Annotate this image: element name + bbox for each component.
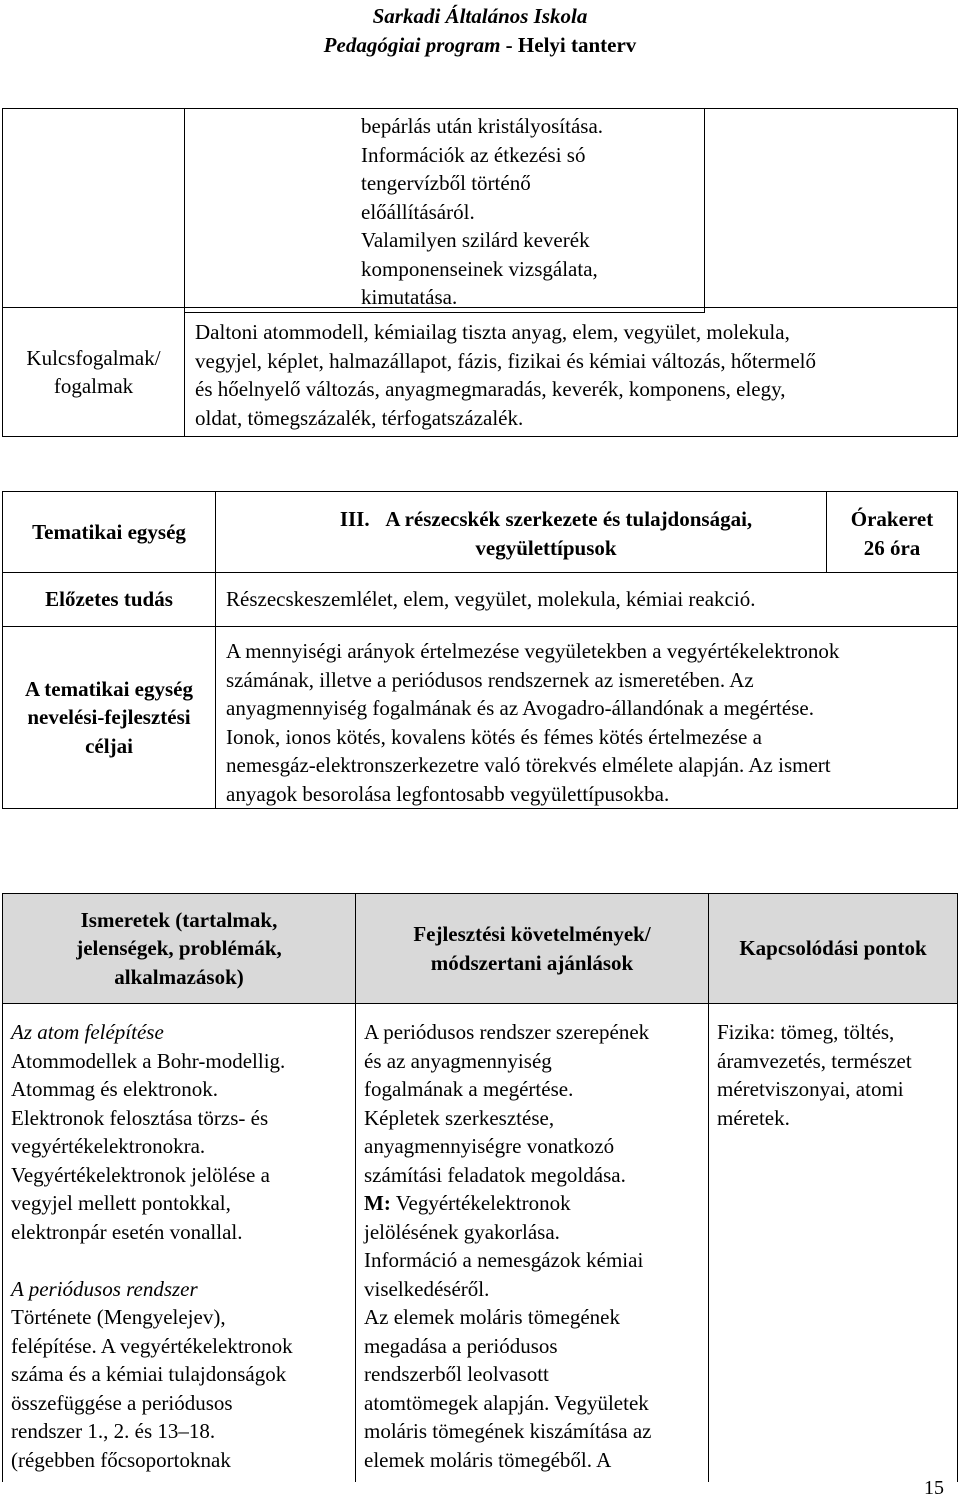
program-title-a: Pedagógiai program xyxy=(323,33,501,57)
fejlesztesi-line-text: fogalmának a megértése. xyxy=(364,1077,574,1101)
continued-mid-cell xyxy=(185,109,705,313)
ismeretek-line xyxy=(11,1246,355,1275)
celok-text xyxy=(226,637,949,808)
ismeretek-cell xyxy=(3,1004,356,1482)
kulcs-label-line: Kulcsfogalmak/ xyxy=(26,345,161,370)
kulcs-label-cell xyxy=(3,308,185,437)
kulcs-label xyxy=(3,344,184,401)
fejlesztesi-line-text: Képletek szerkesztése, xyxy=(364,1105,555,1130)
continued-line: kimutatása. xyxy=(361,285,458,309)
elozetes-text-cell xyxy=(216,573,958,627)
fejlesztesi-line-text: Információ a nemesgázok kémiai xyxy=(364,1248,644,1272)
fejlesztesi-line-text: atomtömegek alapján. Vegyületek xyxy=(364,1390,649,1415)
fejlesztesi-line-text: moláris tömegének kiszámítása az xyxy=(364,1419,652,1443)
ismeretek-line: vegyértékelektronokra. xyxy=(11,1134,206,1158)
fejlesztesi-header-line: módszertani ajánlások xyxy=(430,950,634,975)
ismeretek-subheading: A periódusos rendszer xyxy=(11,1276,198,1301)
celok-line: A mennyiségi arányok értelmezése vegyületekben a vegyértékelektronok xyxy=(226,639,840,663)
fejlesztesi-line xyxy=(364,1218,708,1247)
continued-text xyxy=(361,109,704,312)
kulcs-text xyxy=(195,318,949,432)
continued-line: tengervízből történő xyxy=(361,171,531,195)
unit-table xyxy=(2,491,958,809)
ismeretek-line: (régebben főcsoportoknak xyxy=(11,1447,231,1472)
fejlesztesi-line-text: Az elemek moláris tömegének xyxy=(364,1305,620,1329)
kulcs-label-line: fogalmak xyxy=(53,374,134,398)
ismeretek-line: Elektronok felosztása törzs- és xyxy=(11,1105,269,1130)
fejlesztesi-line xyxy=(364,1332,708,1361)
ismeretek-line: Atommodellek a Bohr-modellig. xyxy=(11,1048,286,1073)
ismeretek-line: Története (Mengyelejev), xyxy=(11,1305,226,1329)
kapcsolodasi-text xyxy=(717,1018,957,1132)
tematikai-label-cell xyxy=(3,492,216,573)
fejlesztesi-line-text: elemek moláris tömegéből. A xyxy=(364,1447,612,1472)
unit-title-line-1: A részecskék szerkezete és tulajdonságai, xyxy=(385,507,753,531)
program-title-b: Helyi tanterv xyxy=(517,33,637,57)
ismeretek-line: Vegyértékelektronok jelölése a xyxy=(11,1162,270,1187)
celok-label-line: nevelési-fejlesztési xyxy=(27,705,191,730)
ismeretek-subheading: Az atom felépítése xyxy=(11,1020,164,1044)
document-header xyxy=(0,2,960,31)
unit-title-line-2: vegyülettípusok xyxy=(475,535,617,560)
fejlesztesi-line xyxy=(364,1446,708,1475)
ismeretek-text xyxy=(11,1018,355,1474)
kulcs-table xyxy=(2,307,958,437)
continued-line: előállításáról. xyxy=(361,199,475,224)
kulcs-line: Daltoni atommodell, kémiailag tiszta anyag, elem, vegyület, molekula, xyxy=(195,320,790,344)
celok-line: Ionok, ionos kötés, kovalens kötés és fémes kötés értelmezése a xyxy=(226,724,762,749)
celok-label-line: céljai xyxy=(85,733,133,758)
unit-number: III. xyxy=(339,507,370,531)
fejlesztesi-cell xyxy=(356,1004,709,1482)
fejlesztesi-header-line: Fejlesztési követelmények/ xyxy=(413,922,651,946)
kapcsolodasi-cell xyxy=(709,1004,958,1482)
celok-label-cell xyxy=(3,627,216,809)
fejlesztesi-line xyxy=(364,1161,708,1190)
ismeretek-line: felépítése. A vegyértékelektronok xyxy=(11,1333,293,1358)
kulcs-line: és hőelnyelő változás, anyagmegmaradás, keverék, komponens, elegy, xyxy=(195,377,786,401)
continued-line: bepárlás után kristályosítása. xyxy=(361,114,604,138)
fejlesztesi-line-text: megadása a periódusos xyxy=(364,1333,558,1358)
celok-line: anyagmennyiség fogalmának és az Avogadro-állandónak a megértése. xyxy=(226,696,814,720)
unit-title-cell xyxy=(216,492,827,573)
continued-line: Információk az étkezési só xyxy=(361,142,586,167)
ismeretek-header-cell xyxy=(3,894,356,1004)
fejlesztesi-line xyxy=(364,1018,708,1047)
kulcs-line: vegyjel, képlet, halmazállapot, fázis, fizikai és kémiai változás, hőtermelő xyxy=(195,348,817,373)
unit-title xyxy=(216,505,826,534)
top-table-right-blank xyxy=(704,108,958,308)
fejlesztesi-line xyxy=(364,1132,708,1161)
fejlesztesi-line-text: anyagmennyiségre vonatkozó xyxy=(364,1134,615,1158)
celok-label-line: A tematikai egység xyxy=(25,676,193,701)
fejlesztesi-line-text: jelölésének gyakorlása. xyxy=(364,1219,560,1244)
fejlesztesi-line-text: számítási feladatok megoldása. xyxy=(364,1162,626,1187)
fejlesztesi-line-text: és az anyagmennyiség xyxy=(364,1048,552,1073)
fejlesztesi-header xyxy=(356,920,708,977)
fejlesztesi-header-cell xyxy=(356,894,709,1004)
fejlesztesi-line xyxy=(364,1275,708,1304)
ismeretek-header-line: Ismeretek (tartalmak, xyxy=(80,907,278,932)
kapcsolodasi-header xyxy=(709,934,957,963)
orakeret-value: 26 óra xyxy=(863,535,921,560)
ismeretek-header xyxy=(3,906,355,992)
ismeretek-header-line: alkalmazások) xyxy=(114,964,244,989)
program-title: Pedagógiai program - Helyi tanterv xyxy=(323,33,637,57)
kapcsolodasi-header-cell xyxy=(709,894,958,1004)
school-name: Sarkadi Általános Iskola xyxy=(372,4,588,28)
elozetes-label-cell xyxy=(3,573,216,627)
ismeretek-line: száma és a kémiai tulajdonságok xyxy=(11,1362,287,1386)
kulcs-line: oldat, tömegszázalék, térfogatszázalék. xyxy=(195,405,524,430)
kapcsolodasi-line: Fizika: tömeg, töltés, xyxy=(717,1020,895,1044)
fejlesztesi-line-text: Vegyértékelektronok xyxy=(390,1191,571,1215)
celok-text-cell xyxy=(216,627,958,809)
fejlesztesi-line xyxy=(364,1360,708,1389)
continued-left-cell xyxy=(3,109,185,313)
orakeret-cell xyxy=(827,492,958,573)
fejlesztesi-line xyxy=(364,1047,708,1076)
fejlesztesi-text xyxy=(364,1018,708,1474)
fejlesztesi-line xyxy=(364,1189,708,1218)
fejlesztesi-line xyxy=(364,1417,708,1446)
ismeretek-line: Atommag és elektronok. xyxy=(11,1077,219,1101)
fejlesztesi-line xyxy=(364,1303,708,1332)
fejlesztesi-line xyxy=(364,1075,708,1104)
continued-line: Valamilyen szilárd keverék xyxy=(361,228,590,252)
celok-label xyxy=(3,675,215,761)
ismeretek-header-line: jelenségek, problémák, xyxy=(76,936,282,961)
orakeret-label: Órakeret xyxy=(850,507,934,531)
celok-line: számának, illetve a periódusos rendszernek az ismeretében. Az xyxy=(226,667,754,692)
elozetes-text: Részecskeszemlélet, elem, vegyület, molekula, kémiai reakció. xyxy=(226,587,756,612)
ismeretek-line: összefüggése a periódusos xyxy=(11,1390,233,1415)
elozetes-label: Előzetes tudás xyxy=(45,587,173,612)
fejlesztesi-line xyxy=(364,1389,708,1418)
fejlesztesi-line-text: rendszerből leolvasott xyxy=(364,1362,549,1386)
kulcs-text-cell xyxy=(185,308,958,437)
continued-line: komponenseinek vizsgálata, xyxy=(361,256,598,281)
content-table xyxy=(2,893,958,1482)
kapcsolodasi-line: méretviszonyai, atomi xyxy=(717,1077,904,1101)
kapcsolodasi-line: áramvezetés, természet xyxy=(717,1048,912,1073)
page-number: 15 xyxy=(924,1477,944,1499)
kapcsolodasi-line: méretek. xyxy=(717,1105,790,1130)
fejlesztesi-bold-prefix: M: xyxy=(364,1191,391,1215)
celok-line: nemesgáz-elektronszerkezetre való törekvés elmélete alapján. Az ismert xyxy=(226,753,831,777)
kapcsolodasi-header-line: Kapcsolódási pontok xyxy=(739,936,927,961)
celok-line: anyagok besorolása legfontosabb vegyülettípusokba. xyxy=(226,781,670,806)
tematikai-label: Tematikai egység xyxy=(32,519,186,544)
fejlesztesi-line-text: viselkedéséről. xyxy=(364,1276,490,1301)
ismeretek-line: elektronpár esetén vonallal. xyxy=(11,1219,243,1244)
fejlesztesi-line xyxy=(364,1104,708,1133)
ismeretek-line: vegyjel mellett pontokkal, xyxy=(11,1191,231,1215)
fejlesztesi-line-text: A periódusos rendszer szerepének xyxy=(364,1020,650,1044)
ismeretek-line: rendszer 1., 2. és 13–18. xyxy=(11,1419,216,1443)
fejlesztesi-line xyxy=(364,1246,708,1275)
